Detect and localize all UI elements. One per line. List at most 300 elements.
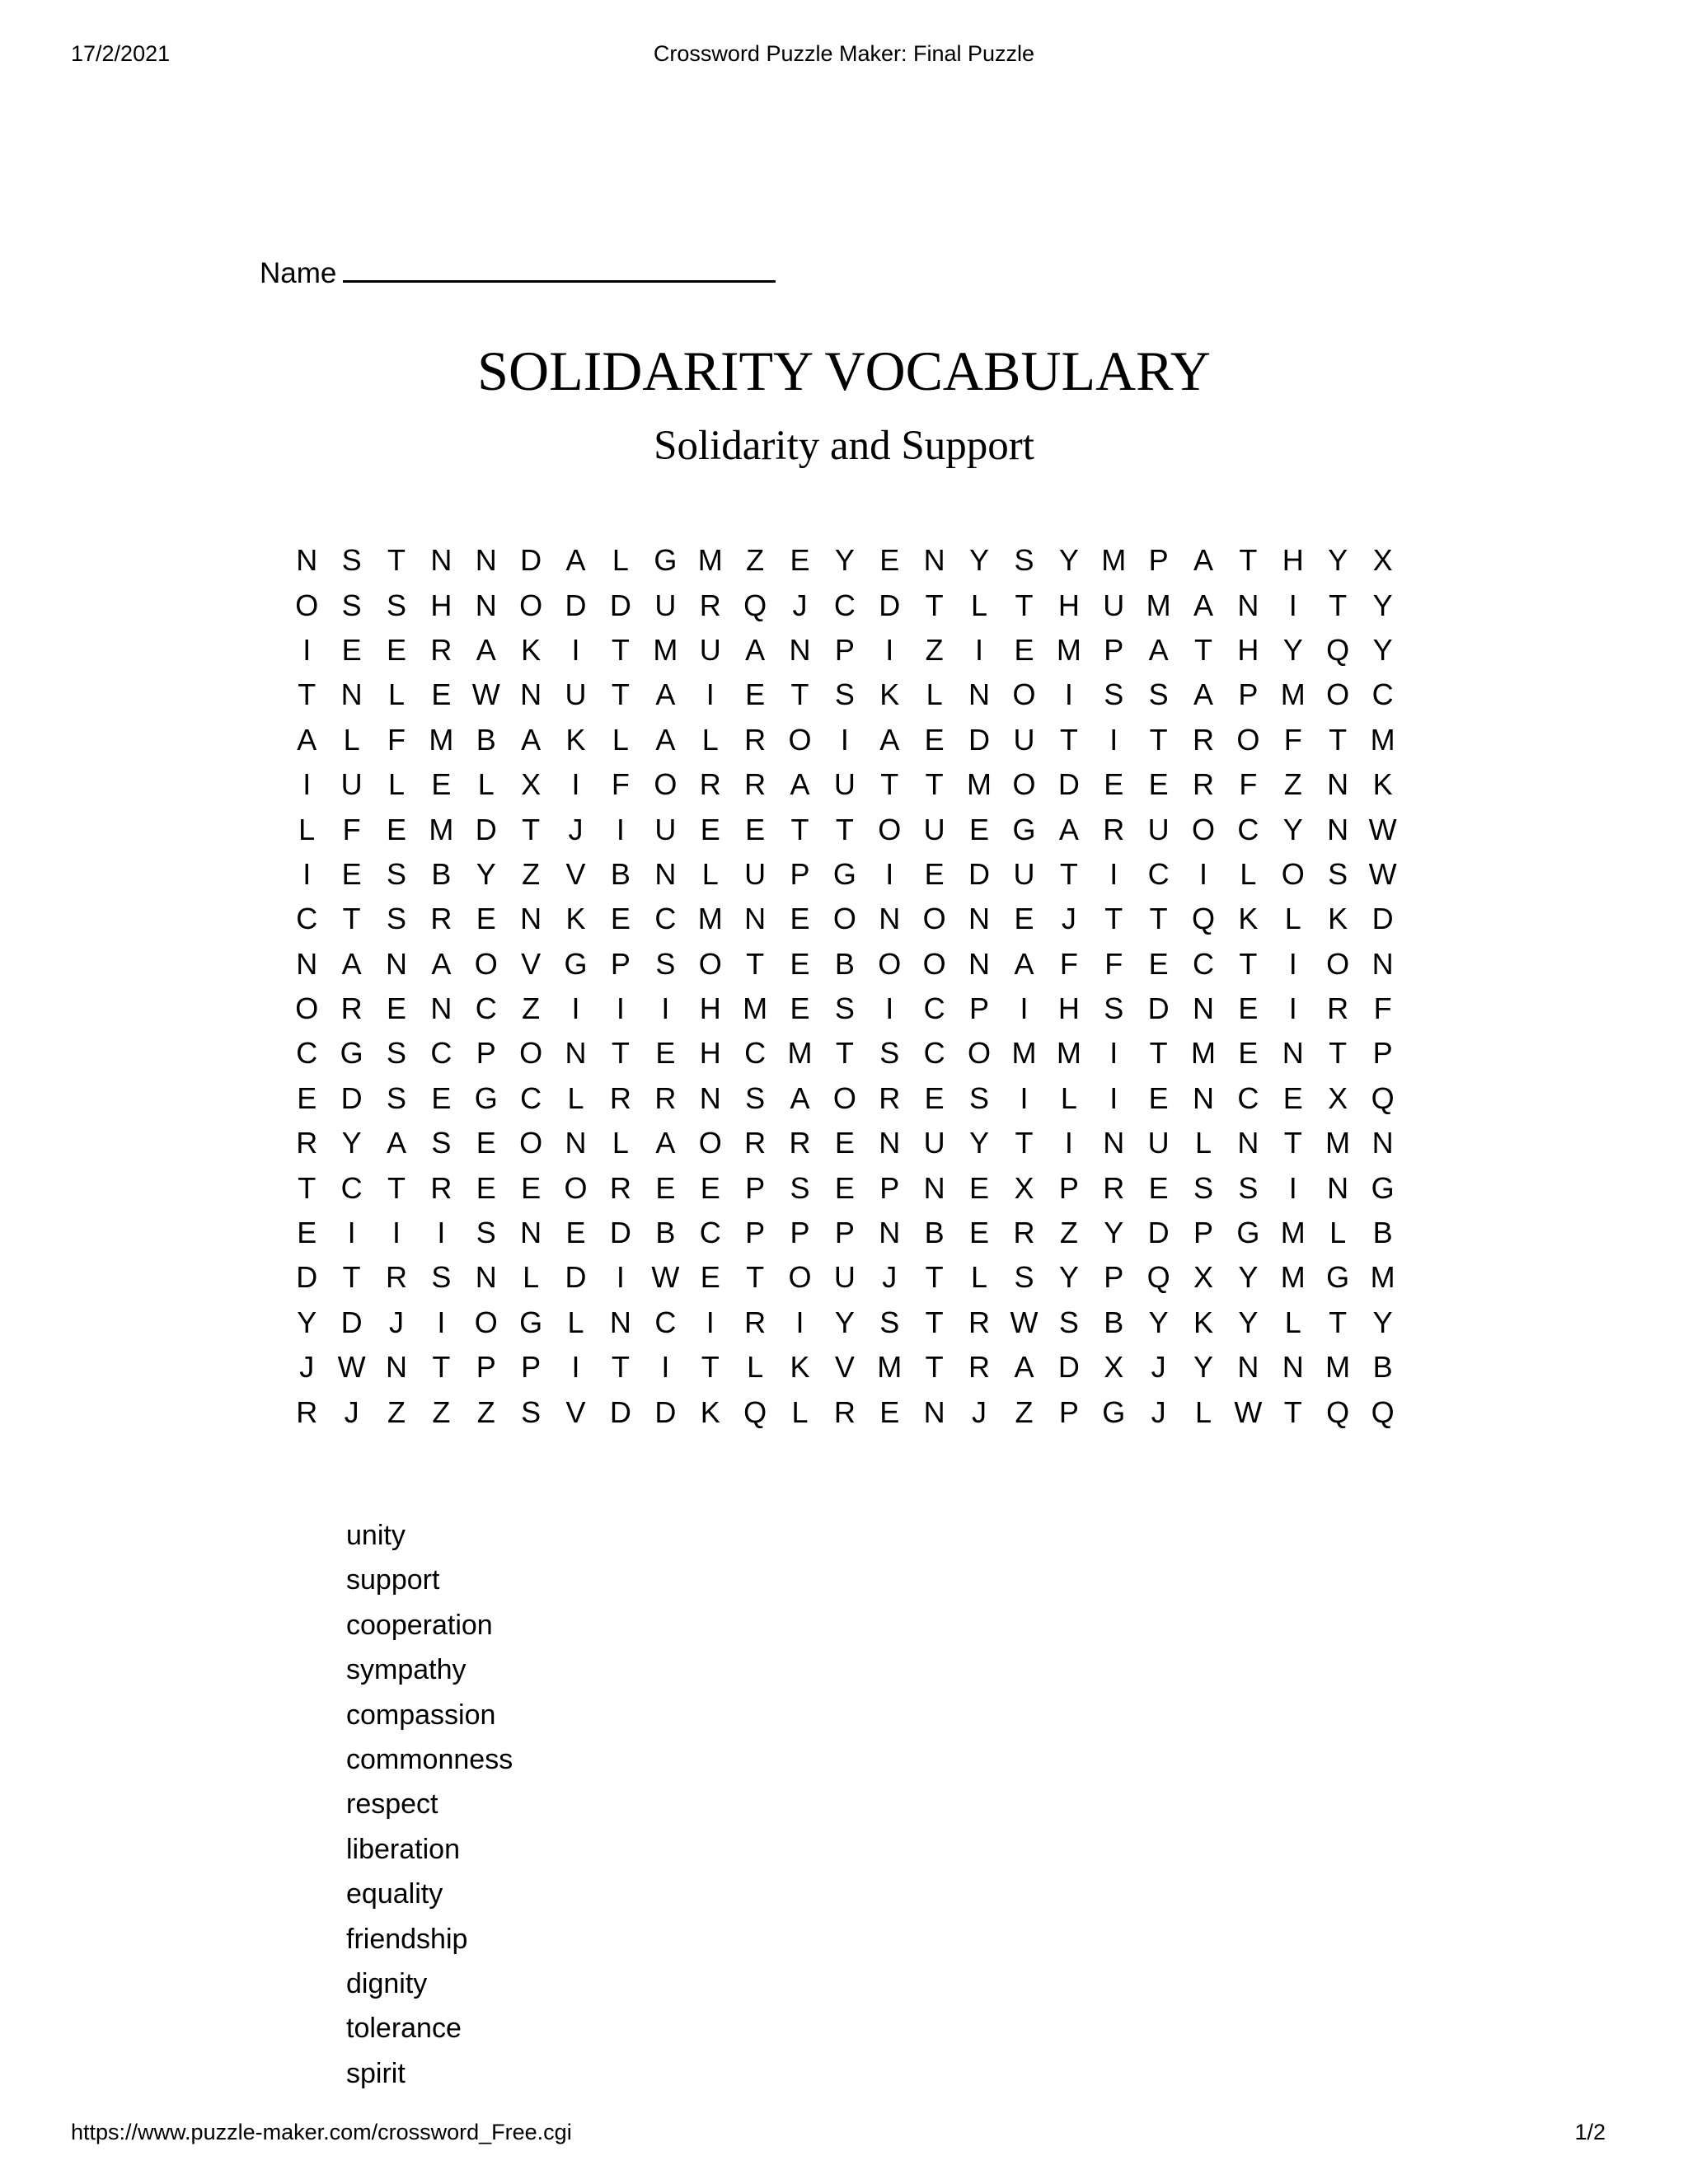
grid-letter: C — [296, 1036, 318, 1071]
grid-letter: I — [1064, 677, 1073, 712]
grid-letter: M — [429, 722, 454, 757]
grid-letter: G — [1012, 812, 1036, 846]
grid-letter: N — [1372, 946, 1394, 981]
word-list-item: equality — [346, 1878, 443, 1910]
grid-letter: L — [747, 1350, 764, 1385]
name-blank-line — [343, 255, 776, 283]
grid-letter: P — [1148, 543, 1169, 578]
word-list-item: sympathy — [346, 1654, 467, 1686]
grid-letter: N — [968, 902, 991, 936]
grid-row — [284, 807, 1422, 851]
grid-letter: E — [700, 812, 720, 846]
grid-letter: S — [386, 856, 406, 891]
word-list — [346, 1513, 513, 2096]
grid-letter: L — [926, 677, 943, 712]
grid-letter: O — [519, 1126, 543, 1160]
grid-letter: E — [700, 1260, 720, 1295]
grid-letter: R — [699, 588, 721, 622]
grid-letter: Z — [522, 856, 541, 891]
grid-letter: N — [744, 902, 767, 936]
grid-letter: H — [430, 588, 452, 622]
word-list-item: tolerance — [346, 2013, 462, 2045]
grid-letter: P — [610, 946, 631, 981]
grid-letter: R — [1193, 722, 1214, 757]
grid-letter: R — [1103, 1170, 1125, 1205]
grid-letter: T — [522, 812, 541, 846]
grid-letter: R — [968, 1305, 991, 1339]
grid-letter: E — [610, 902, 631, 936]
grid-letter: N — [296, 543, 318, 578]
grid-letter: M — [653, 632, 678, 667]
grid-letter: S — [386, 588, 406, 622]
word-list-item: dignity — [346, 1967, 428, 1999]
grid-letter: R — [699, 767, 721, 802]
grid-letter: Y — [1148, 1305, 1169, 1339]
grid-letter: W — [1234, 1394, 1263, 1429]
grid-letter: G — [1326, 1260, 1350, 1295]
grid-letter: A — [1148, 632, 1169, 667]
grid-letter: I — [616, 1260, 625, 1295]
grid-letter: S — [879, 1305, 900, 1339]
grid-letter: L — [387, 677, 405, 712]
grid-row — [284, 1390, 1422, 1434]
grid-letter: T — [1149, 722, 1168, 757]
grid-letter: A — [1193, 588, 1214, 622]
grid-letter: N — [1282, 1350, 1304, 1385]
grid-letter: I — [302, 767, 312, 802]
grid-letter: F — [611, 767, 630, 802]
grid-letter: F — [342, 812, 361, 846]
grid-letter: G — [519, 1305, 543, 1339]
grid-letter: I — [302, 856, 312, 891]
grid-letter: W — [471, 677, 500, 712]
grid-letter: F — [387, 722, 406, 757]
grid-letter: M — [1011, 1036, 1037, 1071]
grid-letter: A — [431, 946, 452, 981]
grid-letter: I — [1064, 1126, 1073, 1160]
grid-letter: Q — [1371, 1394, 1395, 1429]
grid-letter: Y — [1372, 588, 1393, 622]
grid-letter: R — [296, 1394, 318, 1429]
grid-letter: O — [788, 1260, 812, 1295]
grid-letter: N — [565, 1126, 587, 1160]
grid-row — [284, 1345, 1422, 1390]
grid-letter: I — [975, 632, 984, 667]
grid-letter: S — [1058, 1305, 1079, 1339]
grid-letter: I — [616, 812, 625, 846]
grid-letter: O — [1326, 677, 1350, 712]
grid-letter: E — [476, 1126, 496, 1160]
grid-letter: V — [521, 946, 542, 981]
grid-letter: L — [1194, 1394, 1212, 1429]
grid-row — [284, 1165, 1422, 1210]
grid-letter: J — [1151, 1394, 1166, 1429]
grid-letter: T — [432, 1350, 451, 1385]
puzzle-title: SOLIDARITY VOCABULARY — [477, 340, 1211, 402]
grid-letter: G — [564, 946, 588, 981]
grid-letter: M — [1191, 1036, 1216, 1071]
grid-letter: E — [341, 856, 362, 891]
grid-letter: S — [1328, 856, 1348, 891]
grid-letter: M — [1280, 677, 1306, 712]
grid-letter: E — [924, 722, 945, 757]
grid-letter: D — [340, 1080, 363, 1115]
grid-row — [284, 987, 1422, 1031]
grid-letter: Z — [1015, 1394, 1034, 1429]
word-list-item: commonness — [346, 1743, 513, 1775]
grid-letter: O — [564, 1170, 588, 1205]
grid-letter: L — [477, 767, 495, 802]
grid-letter: C — [1147, 856, 1170, 891]
grid-letter: D — [565, 1260, 587, 1295]
grid-letter: L — [701, 856, 719, 891]
word-list-item: respect — [346, 1788, 438, 1821]
grid-letter: E — [1014, 902, 1034, 936]
grid-letter: D — [968, 722, 991, 757]
grid-letter: L — [971, 1260, 988, 1295]
grid-letter: I — [706, 677, 715, 712]
grid-letter: Y — [1238, 1305, 1259, 1339]
grid-row — [284, 1211, 1422, 1255]
grid-letter: S — [1148, 677, 1169, 712]
grid-letter: N — [1327, 1170, 1349, 1205]
grid-letter: K — [565, 902, 586, 936]
grid-letter: L — [298, 812, 316, 846]
grid-letter: X — [1193, 1260, 1214, 1295]
word-search-grid — [284, 538, 1422, 1435]
grid-letter: A — [655, 677, 676, 712]
grid-letter: T — [1239, 543, 1258, 578]
grid-letter: W — [1368, 812, 1397, 846]
grid-letter: G — [340, 1036, 363, 1071]
grid-letter: S — [386, 902, 406, 936]
grid-letter: E — [386, 812, 406, 846]
grid-letter: S — [790, 1170, 810, 1205]
grid-letter: K — [565, 722, 586, 757]
grid-letter: B — [1104, 1305, 1124, 1339]
grid-letter: Y — [1282, 632, 1303, 667]
grid-letter: R — [385, 1260, 407, 1295]
grid-letter: I — [1288, 946, 1297, 981]
grid-letter: N — [1237, 1126, 1259, 1160]
grid-letter: L — [387, 767, 405, 802]
grid-letter: O — [519, 1036, 543, 1071]
grid-letter: O — [1281, 856, 1305, 891]
grid-letter: E — [700, 1170, 720, 1205]
grid-letter: Y — [1058, 543, 1079, 578]
grid-letter: D — [1057, 767, 1080, 802]
grid-letter: N — [520, 677, 542, 712]
grid-letter: E — [790, 991, 810, 1026]
grid-letter: T — [342, 902, 361, 936]
grid-letter: I — [1288, 588, 1297, 622]
grid-letter: I — [885, 632, 894, 667]
grid-letter: T — [298, 677, 316, 712]
grid-letter: P — [745, 1170, 766, 1205]
grid-letter: S — [879, 1036, 900, 1071]
grid-letter: K — [1193, 1305, 1214, 1339]
grid-letter: Y — [1104, 1216, 1124, 1250]
grid-letter: L — [612, 1126, 629, 1160]
grid-letter: U — [654, 812, 677, 846]
grid-letter: T — [1149, 1036, 1168, 1071]
grid-letter: A — [790, 1080, 810, 1115]
grid-letter: T — [1015, 1126, 1034, 1160]
grid-letter: L — [701, 722, 719, 757]
grid-letter: N — [1237, 1350, 1259, 1385]
grid-letter: H — [699, 991, 721, 1026]
grid-letter: N — [879, 1126, 901, 1160]
grid-letter: P — [521, 1350, 542, 1385]
grid-letter: N — [879, 902, 901, 936]
grid-letter: S — [386, 1036, 406, 1071]
grid-letter: N — [609, 1305, 631, 1339]
grid-letter: U — [1103, 588, 1125, 622]
grid-letter: P — [969, 991, 990, 1026]
grid-letter: Z — [432, 1394, 451, 1429]
grid-letter: I — [1020, 1080, 1029, 1115]
grid-letter: N — [296, 946, 318, 981]
grid-letter: A — [1014, 946, 1034, 981]
grid-letter: Q — [1192, 902, 1216, 936]
grid-letter: F — [1373, 991, 1392, 1026]
grid-letter: V — [565, 1394, 586, 1429]
grid-letter: A — [521, 722, 542, 757]
grid-letter: I — [795, 1305, 804, 1339]
grid-letter: I — [661, 991, 670, 1026]
grid-letter: C — [699, 1216, 721, 1250]
grid-letter: Y — [969, 543, 990, 578]
grid-letter: K — [700, 1394, 720, 1429]
grid-letter: S — [1193, 1170, 1214, 1205]
grid-letter: S — [1014, 543, 1034, 578]
grid-letter: E — [1282, 1080, 1303, 1115]
grid-letter: O — [1012, 677, 1036, 712]
grid-row — [284, 1301, 1422, 1345]
grid-letter: J — [388, 1305, 404, 1339]
grid-letter: Q — [1371, 1080, 1395, 1115]
grid-letter: I — [1199, 856, 1208, 891]
grid-letter: O — [922, 902, 946, 936]
print-footer-url: https://www.puzzle-maker.com/crossword_Free.cgi — [71, 2120, 572, 2144]
grid-letter: O — [878, 812, 902, 846]
grid-letter: T — [925, 1260, 944, 1295]
grid-row — [284, 718, 1422, 762]
grid-letter: O — [474, 946, 498, 981]
grid-letter: P — [476, 1036, 496, 1071]
grid-letter: L — [791, 1394, 809, 1429]
grid-letter: A — [341, 946, 362, 981]
grid-letter: A — [745, 632, 766, 667]
grid-letter: C — [654, 902, 677, 936]
grid-letter: Y — [476, 856, 496, 891]
grid-letter: S — [1104, 677, 1124, 712]
grid-letter: O — [519, 588, 543, 622]
grid-letter: J — [1151, 1350, 1166, 1385]
grid-letter: T — [1015, 588, 1034, 622]
grid-row — [284, 628, 1422, 673]
grid-letter: N — [654, 856, 677, 891]
grid-letter: I — [1109, 856, 1118, 891]
word-list-item: compassion — [346, 1699, 496, 1731]
grid-letter: P — [879, 1170, 900, 1205]
grid-letter: R — [430, 902, 452, 936]
grid-letter: S — [834, 677, 855, 712]
grid-letter: E — [431, 677, 452, 712]
grid-letter: I — [347, 1216, 356, 1250]
grid-letter: N — [1327, 767, 1349, 802]
grid-letter: K — [521, 632, 542, 667]
grid-letter: Y — [834, 1305, 855, 1339]
grid-letter: N — [1372, 1126, 1394, 1160]
grid-letter: R — [879, 1080, 901, 1115]
grid-letter: T — [1104, 902, 1123, 936]
grid-letter: X — [1328, 1080, 1348, 1115]
grid-letter: I — [571, 991, 580, 1026]
grid-letter: D — [609, 1216, 631, 1250]
grid-letter: K — [790, 1350, 810, 1385]
grid-letter: T — [1283, 1394, 1302, 1429]
grid-letter: B — [610, 856, 631, 891]
grid-letter: N — [520, 902, 542, 936]
grid-letter: B — [924, 1216, 945, 1250]
grid-letter: A — [655, 722, 676, 757]
grid-letter: N — [699, 1080, 721, 1115]
grid-letter: S — [386, 1080, 406, 1115]
grid-letter: L — [612, 543, 629, 578]
grid-letter: T — [1283, 1126, 1302, 1160]
grid-letter: M — [697, 543, 723, 578]
word-list-item: liberation — [346, 1833, 460, 1865]
grid-letter: Y — [969, 1126, 990, 1160]
word-list-item: cooperation — [346, 1609, 493, 1641]
grid-letter: N — [565, 1036, 587, 1071]
grid-letter: Y — [1238, 1260, 1259, 1295]
grid-letter: F — [1283, 722, 1302, 757]
grid-letter: P — [790, 856, 810, 891]
word-list-item: friendship — [346, 1923, 468, 1955]
grid-letter: N — [968, 946, 991, 981]
grid-letter: A — [386, 1126, 406, 1160]
grid-letter: Q — [1146, 1260, 1170, 1295]
grid-letter: N — [385, 946, 407, 981]
grid-letter: T — [1059, 856, 1078, 891]
grid-letter: T — [925, 1350, 944, 1385]
grid-letter: X — [1104, 1350, 1124, 1385]
grid-letter: E — [969, 1170, 990, 1205]
grid-letter: E — [924, 1080, 945, 1115]
grid-letter: F — [1239, 767, 1258, 802]
grid-letter: M — [967, 767, 992, 802]
grid-letter: D — [1147, 1216, 1170, 1250]
grid-letter: U — [699, 632, 721, 667]
grid-letter: M — [1101, 543, 1127, 578]
grid-row — [284, 852, 1422, 897]
grid-letter: E — [790, 946, 810, 981]
grid-letter: R — [430, 632, 452, 667]
grid-letter: V — [565, 856, 586, 891]
grid-letter: O — [968, 1036, 992, 1071]
grid-letter: T — [880, 767, 899, 802]
grid-letter: O — [295, 588, 319, 622]
grid-letter: S — [476, 1216, 496, 1250]
grid-letter: F — [1059, 946, 1078, 981]
grid-row — [284, 762, 1422, 807]
grid-letter: U — [340, 767, 363, 802]
grid-letter: L — [343, 722, 360, 757]
grid-letter: W — [651, 1260, 680, 1295]
grid-letter: B — [1372, 1216, 1393, 1250]
grid-letter: O — [1192, 812, 1216, 846]
grid-letter: H — [1057, 991, 1080, 1026]
grid-letter: M — [1056, 1036, 1081, 1071]
grid-letter: M — [1370, 722, 1395, 757]
grid-letter: E — [790, 543, 810, 578]
grid-letter: O — [698, 946, 722, 981]
grid-letter: W — [337, 1350, 366, 1385]
grid-letter: M — [429, 812, 454, 846]
grid-letter: P — [1058, 1394, 1079, 1429]
grid-letter: H — [1057, 588, 1080, 622]
grid-letter: P — [1193, 1216, 1214, 1250]
grid-letter: U — [1013, 856, 1035, 891]
grid-letter: T — [925, 767, 944, 802]
grid-letter: L — [1060, 1080, 1077, 1115]
grid-letter: D — [340, 1305, 363, 1339]
grid-letter: J — [792, 588, 808, 622]
grid-letter: T — [746, 946, 765, 981]
grid-letter: L — [971, 588, 988, 622]
grid-letter: T — [835, 1036, 854, 1071]
grid-letter: E — [969, 1216, 990, 1250]
grid-letter: N — [430, 991, 452, 1026]
grid-letter: K — [879, 677, 900, 712]
grid-letter: P — [745, 1216, 766, 1250]
grid-letter: O — [788, 722, 812, 757]
grid-letter: A — [879, 722, 900, 757]
grid-letter: E — [655, 1036, 676, 1071]
grid-letter: T — [925, 1305, 944, 1339]
grid-letter: P — [1238, 677, 1259, 712]
grid-letter: R — [968, 1350, 991, 1385]
grid-letter: D — [296, 1260, 318, 1295]
grid-letter: E — [1148, 1170, 1169, 1205]
grid-letter: J — [568, 812, 584, 846]
grid-letter: L — [1284, 902, 1301, 936]
grid-letter: E — [1148, 1080, 1169, 1115]
grid-letter: N — [923, 543, 945, 578]
grid-letter: T — [387, 543, 406, 578]
grid-letter: P — [1372, 1036, 1393, 1071]
grid-letter: R — [744, 1305, 767, 1339]
grid-letter: Y — [1372, 632, 1393, 667]
grid-letter: M — [1280, 1216, 1306, 1250]
grid-letter: A — [655, 1126, 676, 1160]
grid-letter: A — [476, 632, 496, 667]
grid-row — [284, 897, 1422, 941]
grid-letter: T — [1329, 722, 1348, 757]
grid-letter: T — [1239, 946, 1258, 981]
grid-letter: P — [834, 1216, 855, 1250]
grid-letter: E — [1148, 946, 1169, 981]
grid-letter: S — [655, 946, 676, 981]
grid-letter: U — [565, 677, 587, 712]
grid-letter: P — [790, 1216, 810, 1250]
grid-letter: C — [1193, 946, 1214, 981]
grid-letter: R — [744, 767, 767, 802]
grid-letter: I — [437, 1305, 446, 1339]
grid-letter: R — [340, 991, 363, 1026]
